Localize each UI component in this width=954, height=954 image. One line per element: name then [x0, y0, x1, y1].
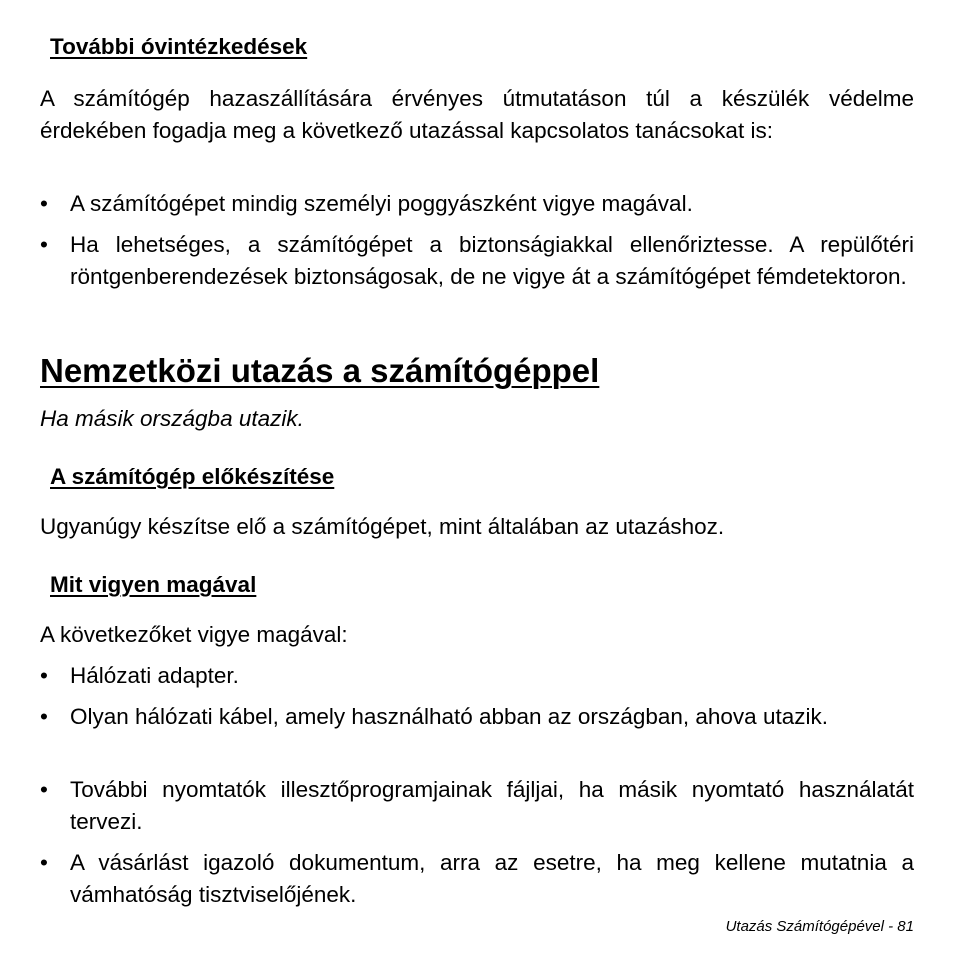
list-item-text: További nyomtatók illesztőprogramjainak fájljai, ha másik nyomtató használatát tervezi. — [70, 777, 914, 834]
list-item — [40, 701, 914, 733]
bullet-marker: • — [40, 191, 48, 216]
list-item — [40, 229, 914, 293]
list-item — [40, 847, 914, 911]
page-footer: Utazás Számítógépével - 81 — [725, 918, 914, 935]
section-heading-what-to-bring: Mit vigyen magával — [50, 572, 257, 597]
list-item-text: Hálózati adapter. — [70, 663, 239, 688]
list-item-text: Olyan hálózati kábel, amely használható abban az országban, ahova utazik. — [70, 704, 828, 729]
list-item — [40, 774, 914, 838]
bullet-marker: • — [40, 777, 48, 802]
bullet-marker: • — [40, 663, 48, 688]
list-item-text: A számítógépet mindig személyi poggyászként vigye magával. — [70, 191, 693, 216]
section-intro-paragraph: A következőket vigye magával: — [40, 622, 348, 647]
bullet-marker: • — [40, 232, 48, 257]
section-paragraph: Ugyanúgy készítse elő a számítógépet, mint általában az utazáshoz. — [40, 514, 725, 539]
page-subtitle: Ha másik országba utazik. — [40, 406, 304, 431]
bullet-marker: • — [40, 704, 48, 729]
list-item-text: Ha lehetséges, a számítógépet a biztonságiakkal ellenőriztesse. A repülőtéri röntgenberendezések biztonságosak, de ne vigye át a számítógépet fémdetektoron. — [70, 232, 914, 289]
bullet-marker: • — [40, 850, 48, 875]
list-item — [40, 660, 914, 692]
list-item-text: A vásárlást igazoló dokumentum, arra az esetre, ha meg kellene mutatnia a vámhatóság tisztviselőjének. — [70, 850, 914, 907]
section-heading-additional-precautions: További óvintézkedések — [50, 34, 308, 59]
list-item — [40, 188, 914, 220]
page-title: Nemzetközi utazás a számítógéppel — [40, 352, 600, 389]
section-heading-preparing-computer: A számítógép előkészítése — [50, 464, 335, 489]
section-intro-paragraph: A számítógép hazaszállítására érvényes útmutatáson túl a készülék védelme érdekében fogadja meg a következő utazással kapcsolatos tanácsokat is: — [40, 86, 914, 143]
